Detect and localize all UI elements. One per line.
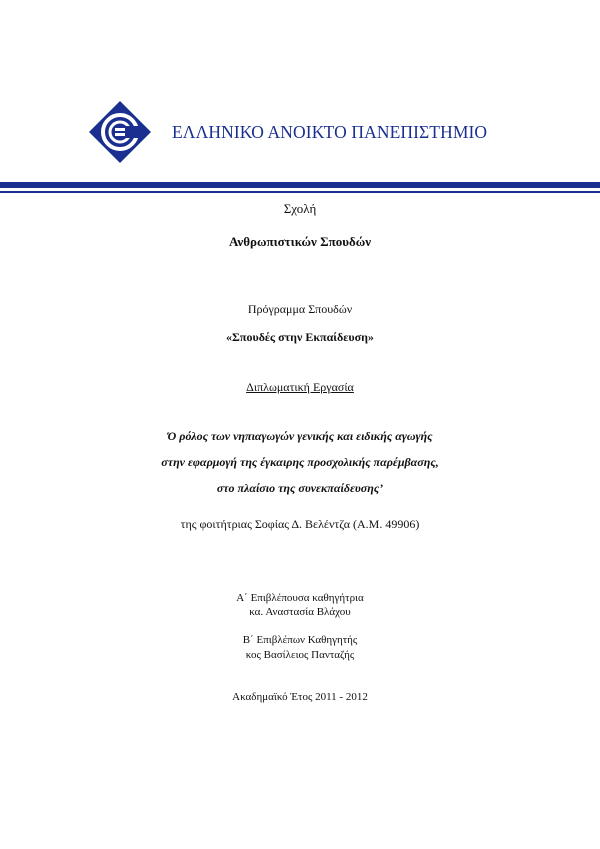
thesis-title-line-2: στην εφαρμογή της έγκαιρης προσχολικής παρέμβασης, [161, 455, 439, 469]
thesis-type: Διπλωματική Εργασία [246, 380, 354, 394]
thesis-title-line-1: Ό ρόλος των νηπιαγωγών γενικής και ειδικής αγωγής [167, 429, 433, 443]
academic-year: Ακαδημαϊκό Έτος 2011 - 2012 [232, 691, 368, 703]
second-supervisor-role: Β΄ Επιβλέπων Καθηγητής [242, 634, 358, 646]
first-supervisor-role: Α΄ Επιβλέπουσα καθηγήτρια [236, 592, 364, 604]
header-rule-thin [0, 191, 600, 193]
thesis-author: της φοιτήτριας Σοφίας Δ. Βελέντζα (Α.Μ. 49906) [180, 517, 420, 531]
eap-diamond-logo-icon [88, 100, 152, 164]
school-label: Σχολή [283, 201, 317, 216]
university-header [88, 100, 487, 164]
program-name: «Σπουδές στην Εκπαίδευση» [226, 330, 374, 344]
university-name: ΕΛΛΗΝΙΚΟ ΑΝΟΙΚΤΟ ΠΑΝΕΠΙΣΤΗΜΙΟ [172, 121, 488, 142]
first-supervisor-name: κα. Αναστασία Βλάχου [249, 606, 351, 618]
school-name: Ανθρωπιστικών Σπουδών [228, 234, 372, 249]
program-label: Πρόγραμμα Σπουδών [247, 302, 353, 316]
header-rule-thick [0, 182, 600, 188]
second-supervisor-name: κος Βασίλειος Πανταζής [245, 649, 355, 661]
thesis-title-line-3: στο πλαίσιο της συνεκπαίδευσης’ [216, 481, 384, 495]
